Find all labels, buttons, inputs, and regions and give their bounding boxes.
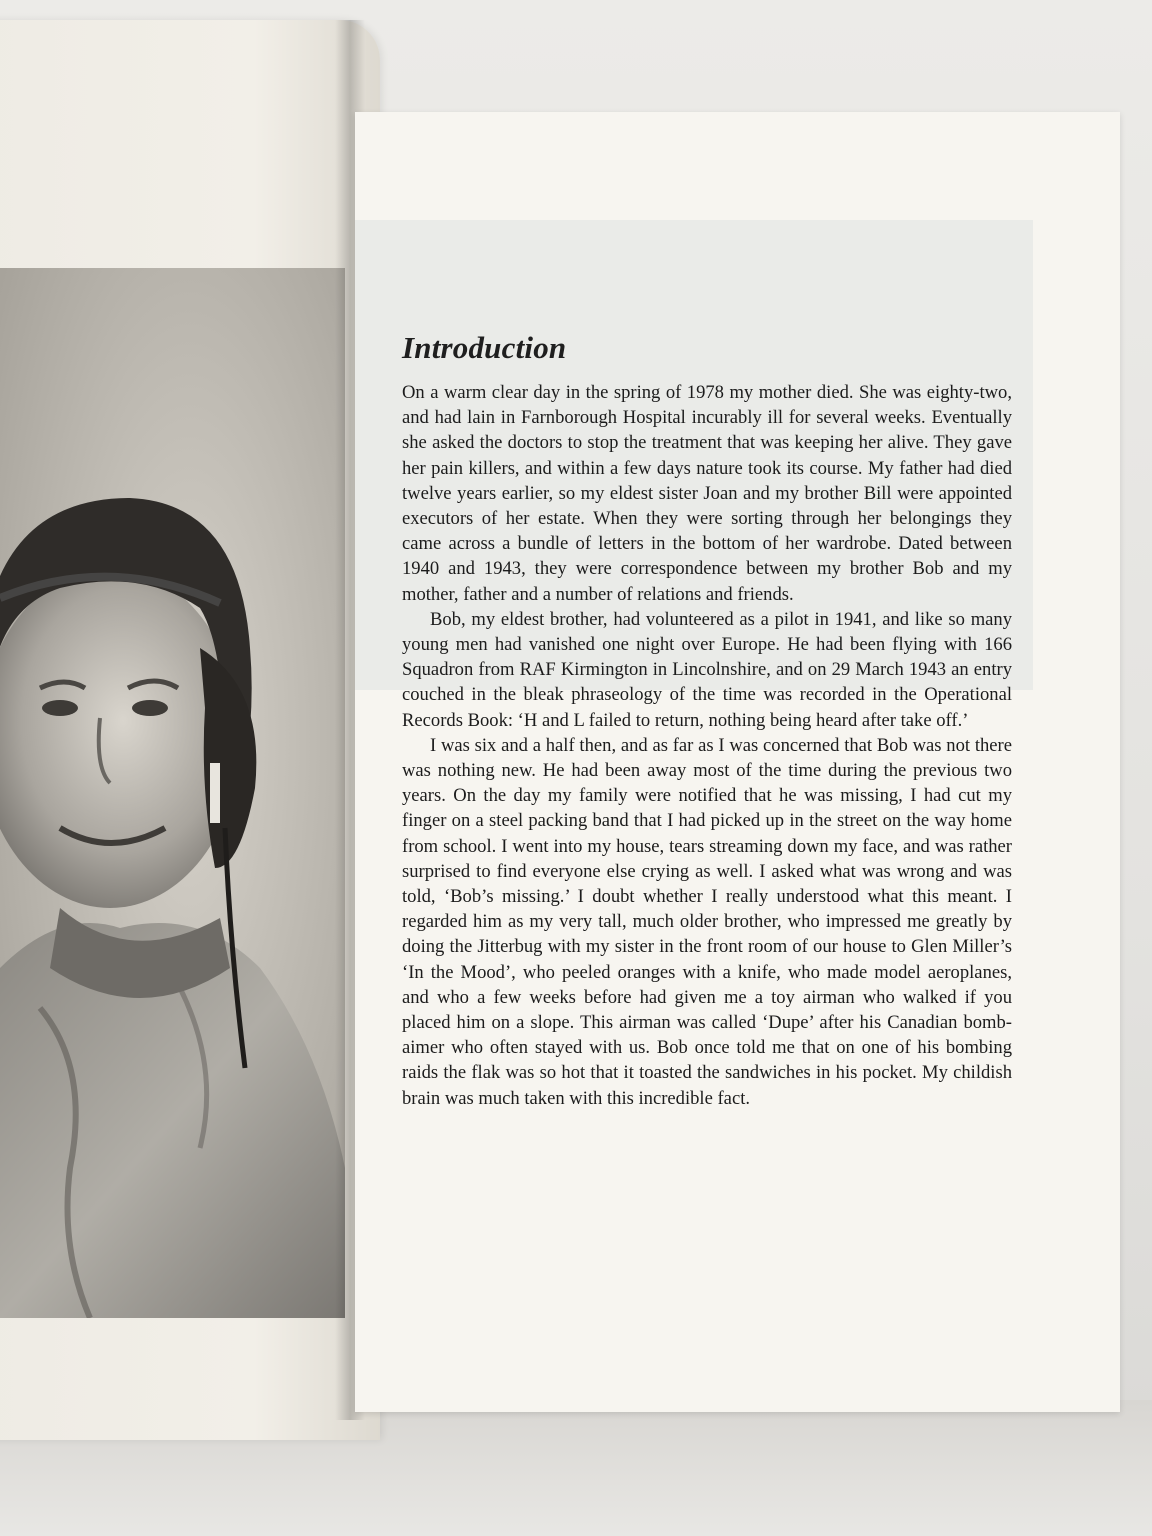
paragraph-1: On a warm clear day in the spring of 1978 my mother died. She was eighty-two, and had lain in Farnborough Hospital incurably ill for several weeks. Eventually she asked the doctors to stop the treatment that was keeping her alive. They gave her pain killers, and within a few days nature took its course. My father had died twelve years earlier, so my eldest sister Joan and my brother Bill were appointed executors of her estate. When they were sorting through her belongings they came across a bundle of letters in the bottom of her wardrobe. Dated between 1940 and 1943, they were correspondence between my brother Bob and my mother, father and a number of relations and friends. <box>402 382 1012 605</box>
section-title: Introduction <box>402 330 567 365</box>
left-eye <box>42 700 78 716</box>
portrait-photograph <box>0 268 345 1318</box>
right-eye <box>132 700 168 716</box>
paragraph-2: Bob, my eldest brother, had volunteered as a pilot in 1941, and like so many young men had vanished one night over Europe. He had been flying with 166 Squadron from RAF Kirmington in Lincolnshire, and on 29 March 1943 an entry couched in the bleak phraseology of the time was recorded in the Operational Records Book: ‘H and L failed to return, nothing being heard after take off.’ <box>402 608 1012 731</box>
show-through-header <box>625 172 1045 198</box>
paragraph-3: I was six and a half then, and as far as I was concerned that Bob was not there was nothing new. He had been away most of the time during the previous two years. On the day my family were notified that he was missing, I had cut my finger on a steel packing band that I had picked up in the street on the way home from school. I went into my house, tears streaming down my face, and was rather surprised to find everyone else crying as well. I asked what was wrong and was told, ‘Bob’s missing.’ I doubt whether I really understood what this meant. I regarded him as my very tall, much older brother, who impressed me greatly by doing the Jitterbug with my sister in the front room of our house to Glen Miller’s ‘In the Mood’, who peeled oranges with a knife, who made model aeroplanes, and who a few weeks before had given me a toy airman who walked if you placed him on a slope. This airman was called ‘Dupe’ after his Canadian bomb-aimer who often stayed with us. Bob once told me that on one of his bombing raids the flak was so hot that it toasted the sandwiches in his pocket. My childish brain was much taken with this incredible fact. <box>402 734 1012 1109</box>
page-content <box>402 330 1012 1111</box>
helmet-strap-highlight <box>210 763 220 823</box>
airman-portrait-illustration <box>0 268 345 1318</box>
